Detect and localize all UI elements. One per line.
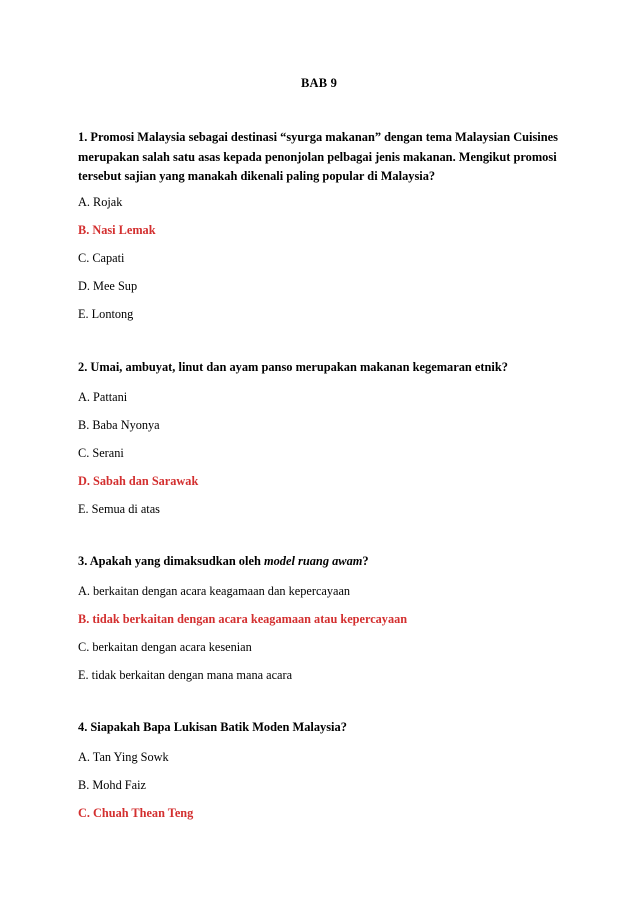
question-4-option-c-correct: C. Chuah Thean Teng: [78, 806, 194, 820]
question-1-option-a: A. Rojak: [78, 195, 123, 209]
question-2-option-c: C. Serani: [78, 446, 124, 460]
question-3-emphasis: model ruang awam: [263, 554, 363, 568]
question-3-text-suffix: ?: [362, 554, 369, 568]
question-2-option-d-correct: D. Sabah dan Sarawak: [78, 474, 199, 488]
question-2-option-b: B. Baba Nyonya: [78, 418, 160, 432]
question-2-option-e: E. Semua di atas: [78, 502, 160, 516]
question-1-option-b-correct: B. Nasi Lemak: [78, 223, 156, 237]
question-1-option-e: E. Lontong: [78, 307, 134, 321]
question-3-text: [78, 552, 568, 572]
question-4-text: 4. Siapakah Bapa Lukisan Batik Moden Malaysia?: [78, 720, 347, 734]
question-4-option-a: A. Tan Ying Sowk: [78, 750, 169, 764]
question-3-option-b-correct: B. tidak berkaitan dengan acara keagamaan atau kepercayaan: [78, 612, 408, 626]
question-3-option-e: E. tidak berkaitan dengan mana mana acara: [78, 668, 293, 682]
chapter-title: BAB 9: [300, 76, 338, 90]
question-3-option-c: C. berkaitan dengan acara kesenian: [78, 640, 252, 654]
question-1-option-c: C. Capati: [78, 251, 125, 265]
question-1-text: 1. Promosi Malaysia sebagai destinasi “syurga makanan” dengan tema Malaysian Cuisines merupakan salah satu asas kepada penonjolan pelbagai jenis makanan. Mengikut promosi tersebut sajian yang manakah dikenali paling popular di Malaysia?: [78, 130, 558, 183]
question-2-text: 2. Umai, ambuyat, linut dan ayam panso merupakan makanan kegemaran etnik?: [78, 360, 508, 374]
question-1-option-d: D. Mee Sup: [78, 279, 138, 293]
question-4-option-b: B. Mohd Faiz: [78, 778, 146, 792]
question-3-option-a: A. berkaitan dengan acara keagamaan dan kepercayaan: [78, 584, 351, 598]
question-2-option-a: A. Pattani: [78, 390, 128, 404]
question-3-text-prefix: 3. Apakah yang dimaksudkan oleh: [78, 554, 264, 568]
